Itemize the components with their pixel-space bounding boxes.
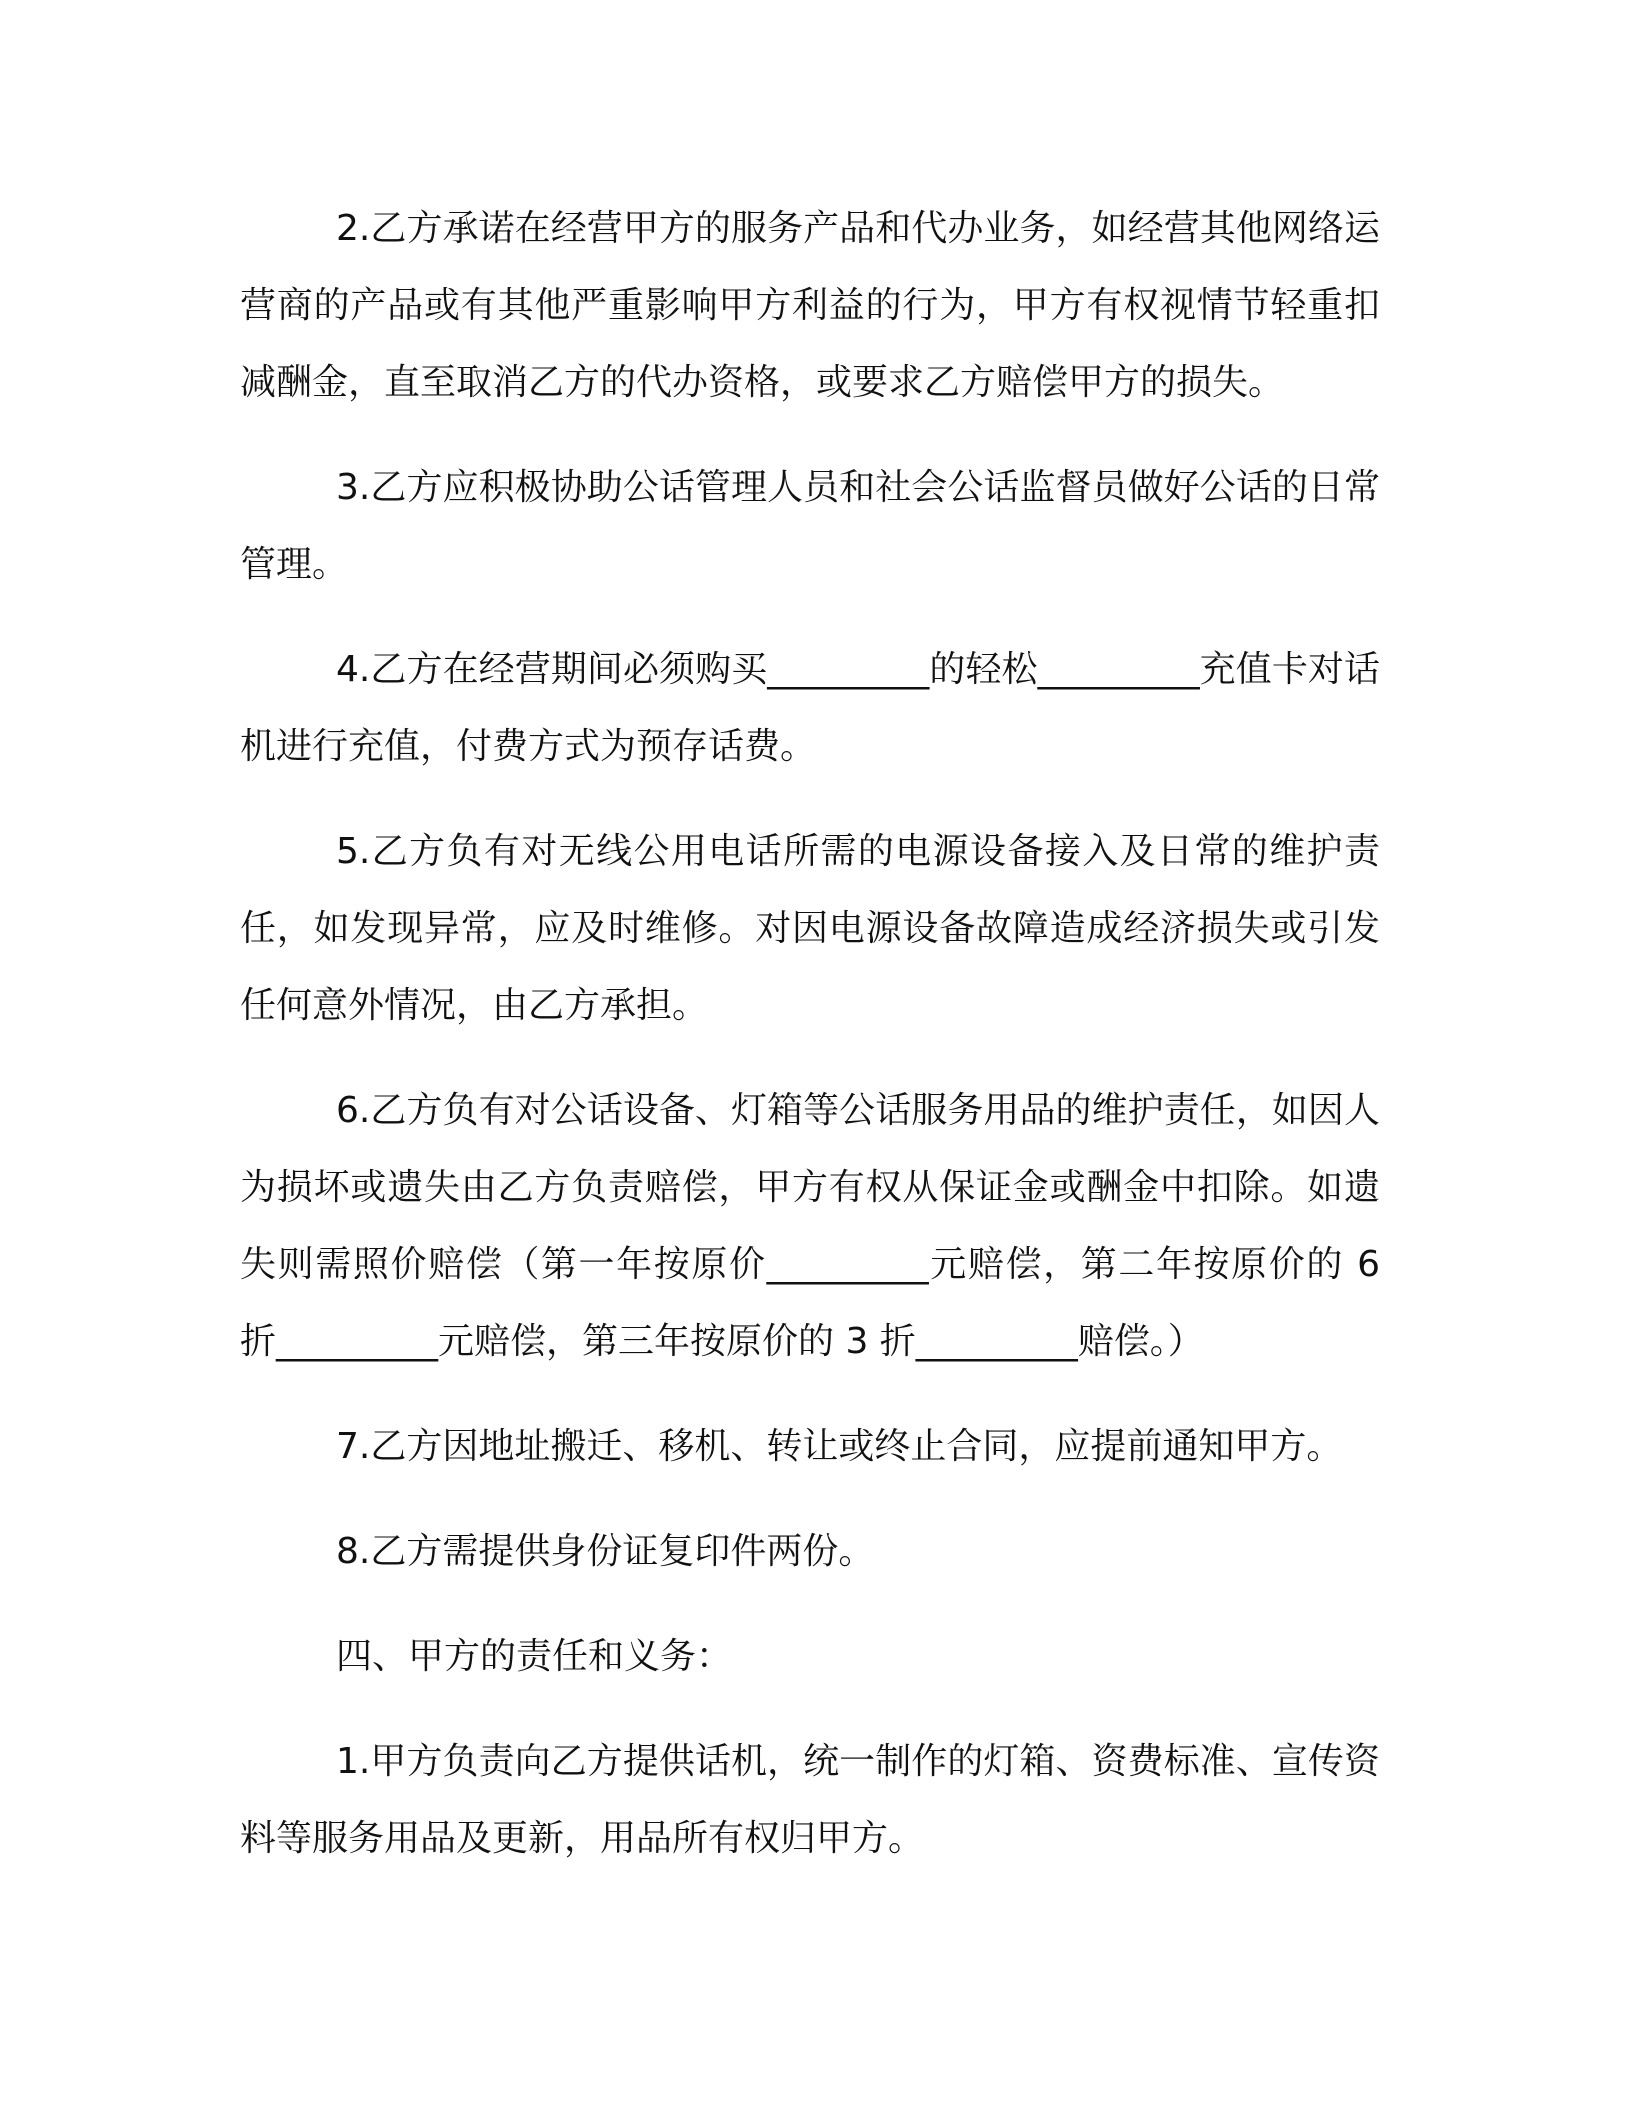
clause-5-paragraph: 5.乙方负有对无线公用电话所需的电源设备接入及日常的维护责任，如发现异常，应及时维修。对因电源设备故障造成经济损失或引发任何意外情况，由乙方承担。 — [240, 831, 1380, 1026]
clause-6-paragraph: 6.乙方负有对公话设备、灯箱等公话服务用品的维护责任，如因人为损坏或遗失由乙方负责赔偿，甲方有权从保证金或酬金中扣除。如遗失则需照价赔偿（第一年按原价_________元赔偿，第二年按原价的 6 折_________元赔偿，第三年按原价的 3 折_________赔偿。） — [240, 1090, 1392, 1362]
document-page — [240, 190, 1392, 1905]
clause-7-paragraph: 7.乙方因地址搬迁、移机、转让或终止合同，应提前通知甲方。 — [336, 1426, 1343, 1467]
clause-2-paragraph: 2.乙方承诺在经营甲方的服务产品和代办业务，如经营其他网络运营商的产品或有其他严重影响甲方利益的行为，甲方有权视情节轻重扣减酬金，直至取消乙方的代办资格，或要求乙方赔偿甲方的损失。 — [240, 208, 1380, 403]
clause-3-paragraph: 3.乙方应积极协助公话管理人员和社会公话监督员做好公话的日常管理。 — [240, 467, 1380, 585]
clause-4-paragraph: 4.乙方在经营期间必须购买_________的轻松_________充值卡对话机进行充值，付费方式为预存话费。 — [240, 649, 1380, 767]
party-a-clause-1-paragraph: 1.甲方负责向乙方提供话机，统一制作的灯箱、资费标准、宣传资料等服务用品及更新，用品所有权归甲方。 — [240, 1741, 1380, 1859]
clause-8-paragraph: 8.乙方需提供身份证复印件两份。 — [336, 1531, 875, 1572]
section-heading-party-a: 四、甲方的责任和义务： — [336, 1636, 733, 1677]
